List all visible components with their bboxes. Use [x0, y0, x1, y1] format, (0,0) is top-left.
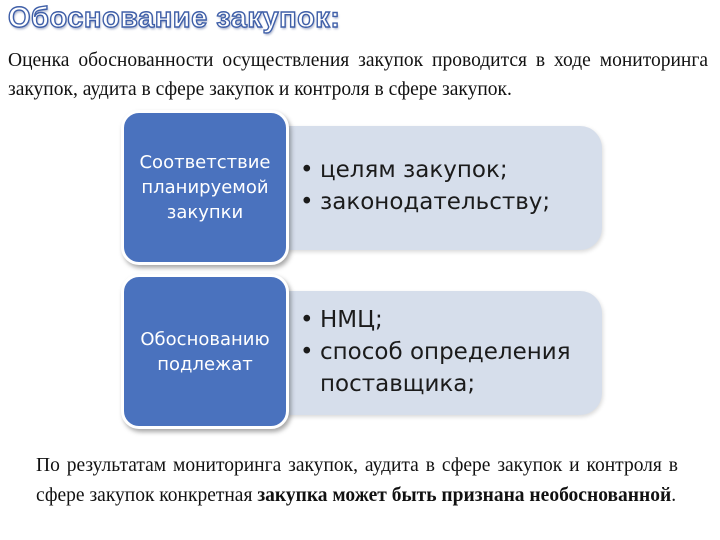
- list-item: • целям закупок;: [300, 154, 592, 186]
- list-item: • НМЦ;: [300, 304, 592, 336]
- conclusion-paragraph: [36, 451, 678, 511]
- justification-label: Обоснованию подлежат: [140, 328, 270, 375]
- list-item: • способ определения поставщика;: [300, 336, 592, 400]
- compliance-label: Соответствие планируемой закупки: [139, 152, 271, 223]
- justification-box: [121, 274, 289, 429]
- criteria-panel: [268, 126, 602, 250]
- compliance-box: [121, 110, 289, 265]
- list-item: • законодательству;: [300, 186, 592, 218]
- criteria-list: [268, 126, 602, 218]
- justification-list: [268, 291, 602, 400]
- conclusion-bold-text: закупка может быть признана необоснованной: [257, 485, 672, 506]
- conclusion-text: По результатам мониторинга закупок, аудита в сфере закупок и контроля в сфере закупок конкретная: [36, 455, 678, 506]
- slide-title: Обоснование закупок:: [8, 2, 341, 34]
- justification-panel: [268, 291, 602, 415]
- intro-paragraph: Оценка обоснованности осуществления закупок проводится в ходе мониторинга закупок, аудита в сфере закупок и контроля в сфере закупок.: [8, 50, 708, 100]
- conclusion-end: .: [671, 485, 677, 506]
